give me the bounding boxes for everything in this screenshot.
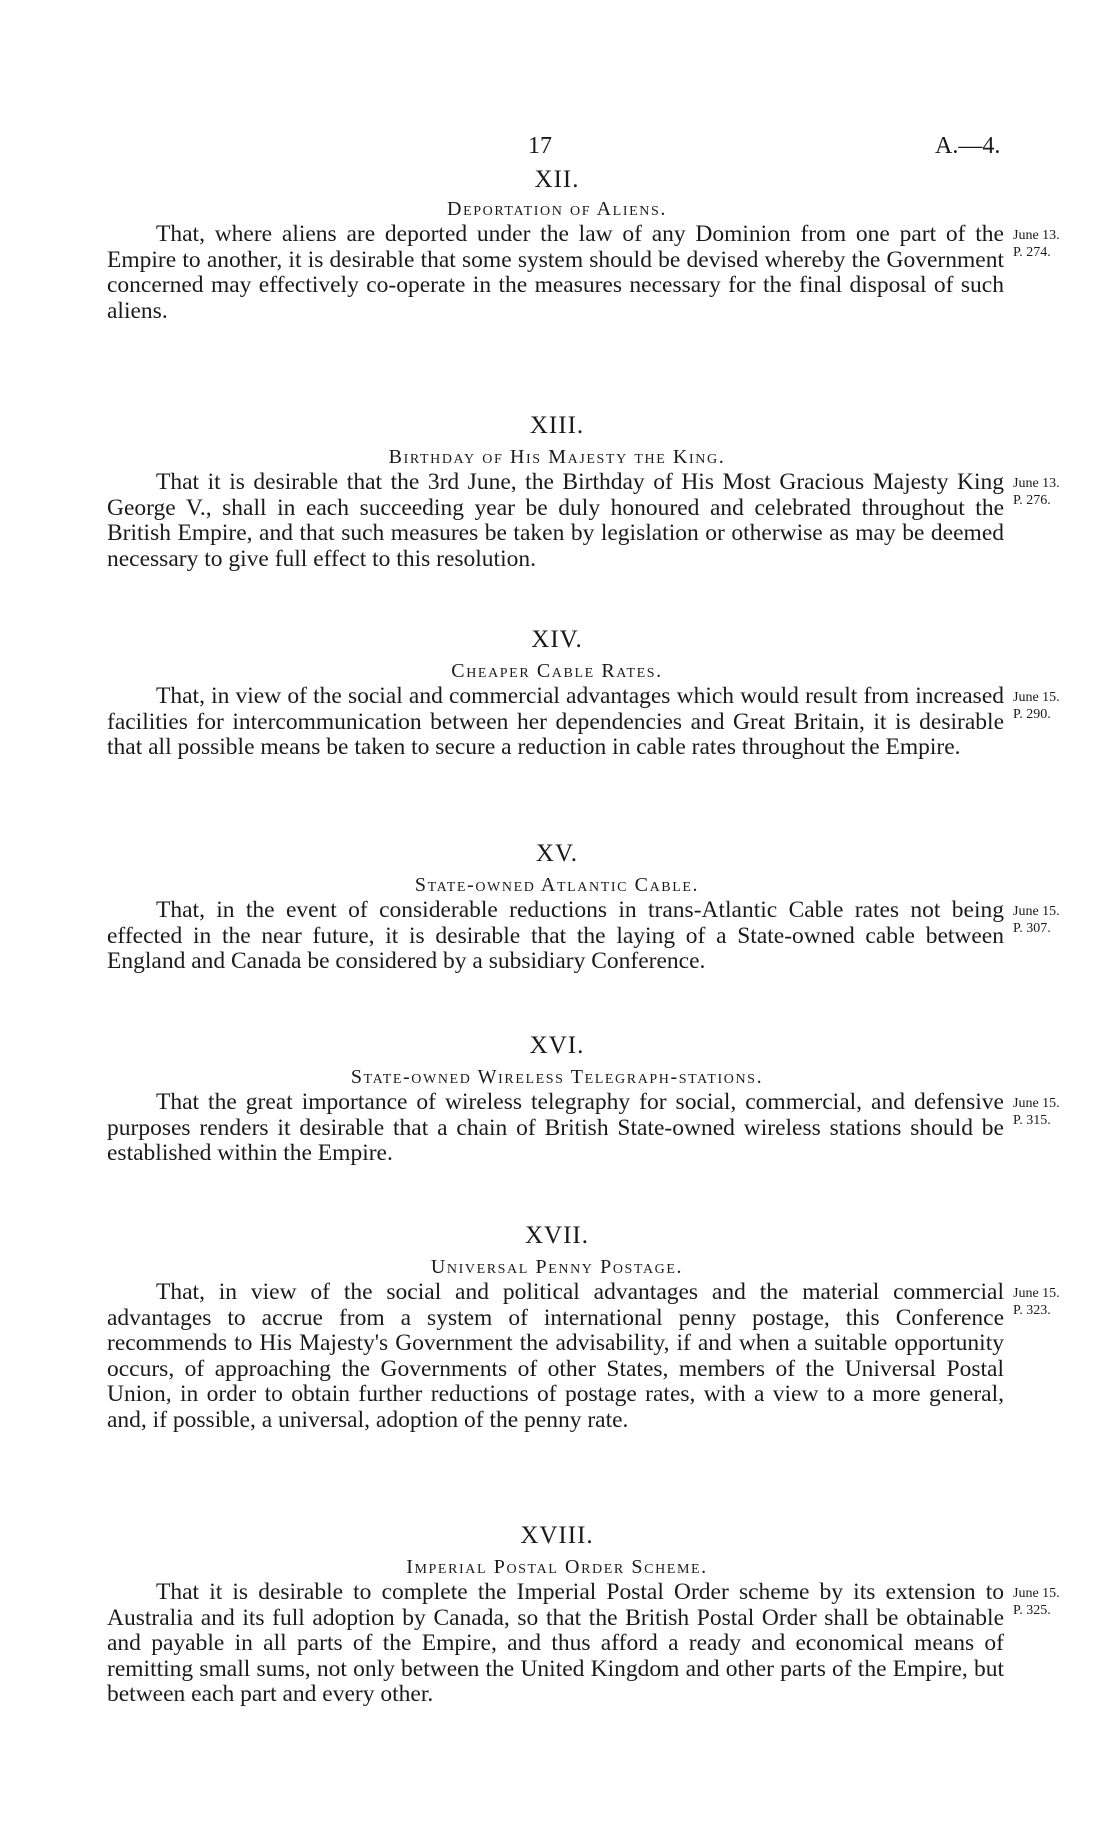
margin-reference [1013,475,1108,509]
reference-date: June 15. [1013,1286,1060,1301]
resolution-heading: State-owned Atlantic Cable. [414,874,700,896]
resolution-numeral: XVIII. [520,1522,594,1549]
margin-reference [1013,1285,1108,1319]
resolution-heading: Deportation of Aliens. [447,198,667,220]
resolution-text: That, in the event of considerable reductions in trans-Atlantic Cable rates not being effected in the near future, it is desirable that the laying of a State-owned cable between England and Canada be considered by a subsidiary Conference. [107,897,1004,974]
resolution-numeral: XIV. [531,626,583,653]
reference-date: June 15. [1013,1096,1060,1111]
resolution-heading: Imperial Postal Order Scheme. [406,1556,708,1578]
reference-page: P. 274. [1013,245,1051,260]
reference-date: June 13. [1013,476,1060,491]
reference-date: June 15. [1013,690,1060,705]
resolution-text: That the great importance of wireless telegraphy for social, commercial, and defensive purposes renders it desirable that a chain of British State-owned wireless stations should be established within the Empire. [107,1089,1004,1166]
margin-reference [1013,903,1108,937]
margin-reference [1013,227,1108,261]
resolution-text: That, in view of the social and commercial advantages which would result from increased facilities for intercommunication between her dependencies and Great Britain, it is desirable that all possible means be taken to secure a reduction in cable rates throughout the Empire. [107,683,1004,760]
resolution-text: That, where aliens are deported under the law of any Dominion from one part of the Empire to another, it is desirable that some system should be devised whereby the Government concerned may effectively co-operate in the measures necessary for the final disposal of such aliens. [107,221,1004,324]
margin-reference [1013,689,1108,723]
resolution-text: That it is desirable that the 3rd June, the Birthday of His Most Gracious Majesty King George V., shall in each succeeding year be duly honoured and celebrated throughout the British Empire, and that such measures be taken by legislation or otherwise as may be deemed necessary to give full effect to this resolution. [107,469,1004,572]
resolution-numeral: XVII. [524,1222,589,1249]
resolution-numeral: XV. [535,840,579,867]
reference-date: June 15. [1013,1586,1060,1601]
reference-page: P. 290. [1013,707,1051,722]
margin-reference [1013,1585,1108,1619]
resolution-numeral: XIII. [529,412,585,439]
resolution-heading: Birthday of His Majesty the King. [388,446,726,468]
resolution-heading: Universal Penny Postage. [430,1256,684,1278]
resolution-numeral: XVI. [529,1032,585,1059]
reference-page: P. 325. [1013,1603,1051,1618]
resolution-heading: Cheaper Cable Rates. [451,660,663,682]
resolution-text: That it is desirable to complete the Imperial Postal Order scheme by its extension to Australia and its full adoption by Canada, so that the British Postal Order shall be obtainable and payable in all parts of the Empire, and thus afford a ready and economical means of remitting small sums, not only between the United Kingdom and other parts of the Empire, but between each part and every other. [107,1579,1004,1707]
reference-page: P. 315. [1013,1113,1051,1128]
reference-date: June 15. [1013,904,1060,919]
page-number: 17 [528,133,552,159]
reference-page: P. 307. [1013,921,1051,936]
resolution-heading: State-owned Wireless Telegraph-stations. [350,1066,764,1088]
resolution-text: That, in view of the social and political advantages and the material commercial advantages to accrue from a system of international penny postage, this Conference recommends to His Majesty's Government the advisability, if and when a suitable opportunity occurs, of approaching the Governments of other States, members of the Universal Postal Union, in order to obtain further reductions of postage rates, with a view to a more general, and, if possible, a universal, adoption of the penny rate. [107,1279,1004,1433]
series-label: A.—4. [935,133,1001,159]
reference-page: P. 323. [1013,1303,1051,1318]
resolution-numeral: XII. [534,166,580,193]
margin-reference [1013,1095,1108,1129]
reference-date: June 13. [1013,228,1060,243]
reference-page: P. 276. [1013,493,1051,508]
